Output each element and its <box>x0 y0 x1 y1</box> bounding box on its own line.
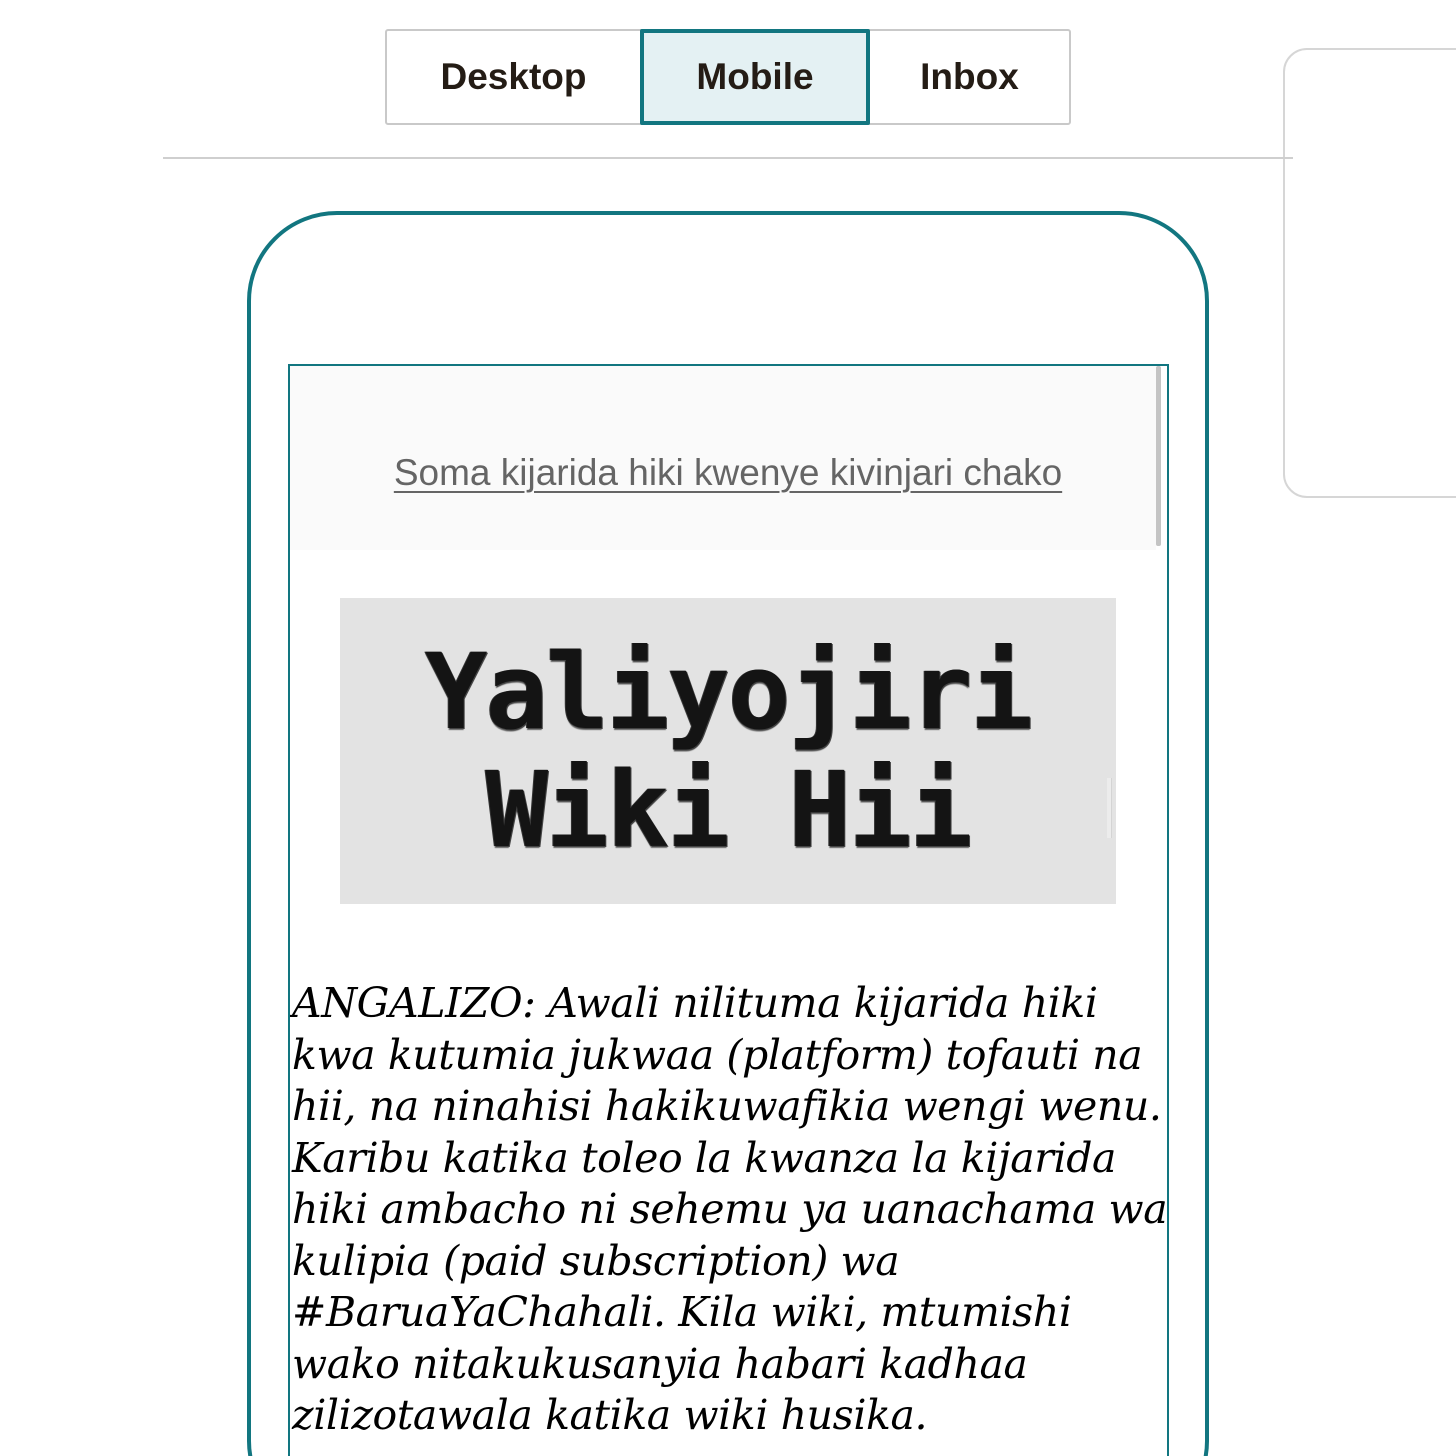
email-preheader <box>290 366 1156 550</box>
view-in-browser-link[interactable]: Soma kijarida hiki kwenye kivinjari chako <box>393 452 1063 493</box>
header-divider <box>163 157 1293 159</box>
scrollbar[interactable] <box>1156 366 1161 546</box>
email-preview[interactable] <box>288 364 1169 1456</box>
email-body-paragraph: ANGALIZO: Awali nilituma kijarida hiki kwa kutumia jukwaa (platform) tofauti na hii, na ninahisi hakikuwafikia wengi wenu. Karibu katika toleo la kwanza la kijarida hiki ambacho ni sehemu ya uanachama wa kulipia (paid subscription) wa #BaruaYaChahali. Kila wiki, mtumishi wako nitakukusanyia habari kadhaa zilizotawala katika wiki husika. <box>292 979 1168 1439</box>
side-panel <box>1283 48 1456 498</box>
newsletter-logo-image <box>340 598 1116 904</box>
logo-image-edge <box>1107 778 1112 838</box>
tab-mobile[interactable]: Mobile <box>640 29 870 125</box>
tab-inbox[interactable]: Inbox <box>920 56 1019 97</box>
tab-desktop[interactable]: Desktop <box>440 56 587 97</box>
logo-title-line-1: Yaliyojiri <box>424 631 1032 753</box>
logo-title-line-2: Wiki Hii <box>485 749 971 871</box>
preview-mode-tabs <box>385 29 1071 125</box>
